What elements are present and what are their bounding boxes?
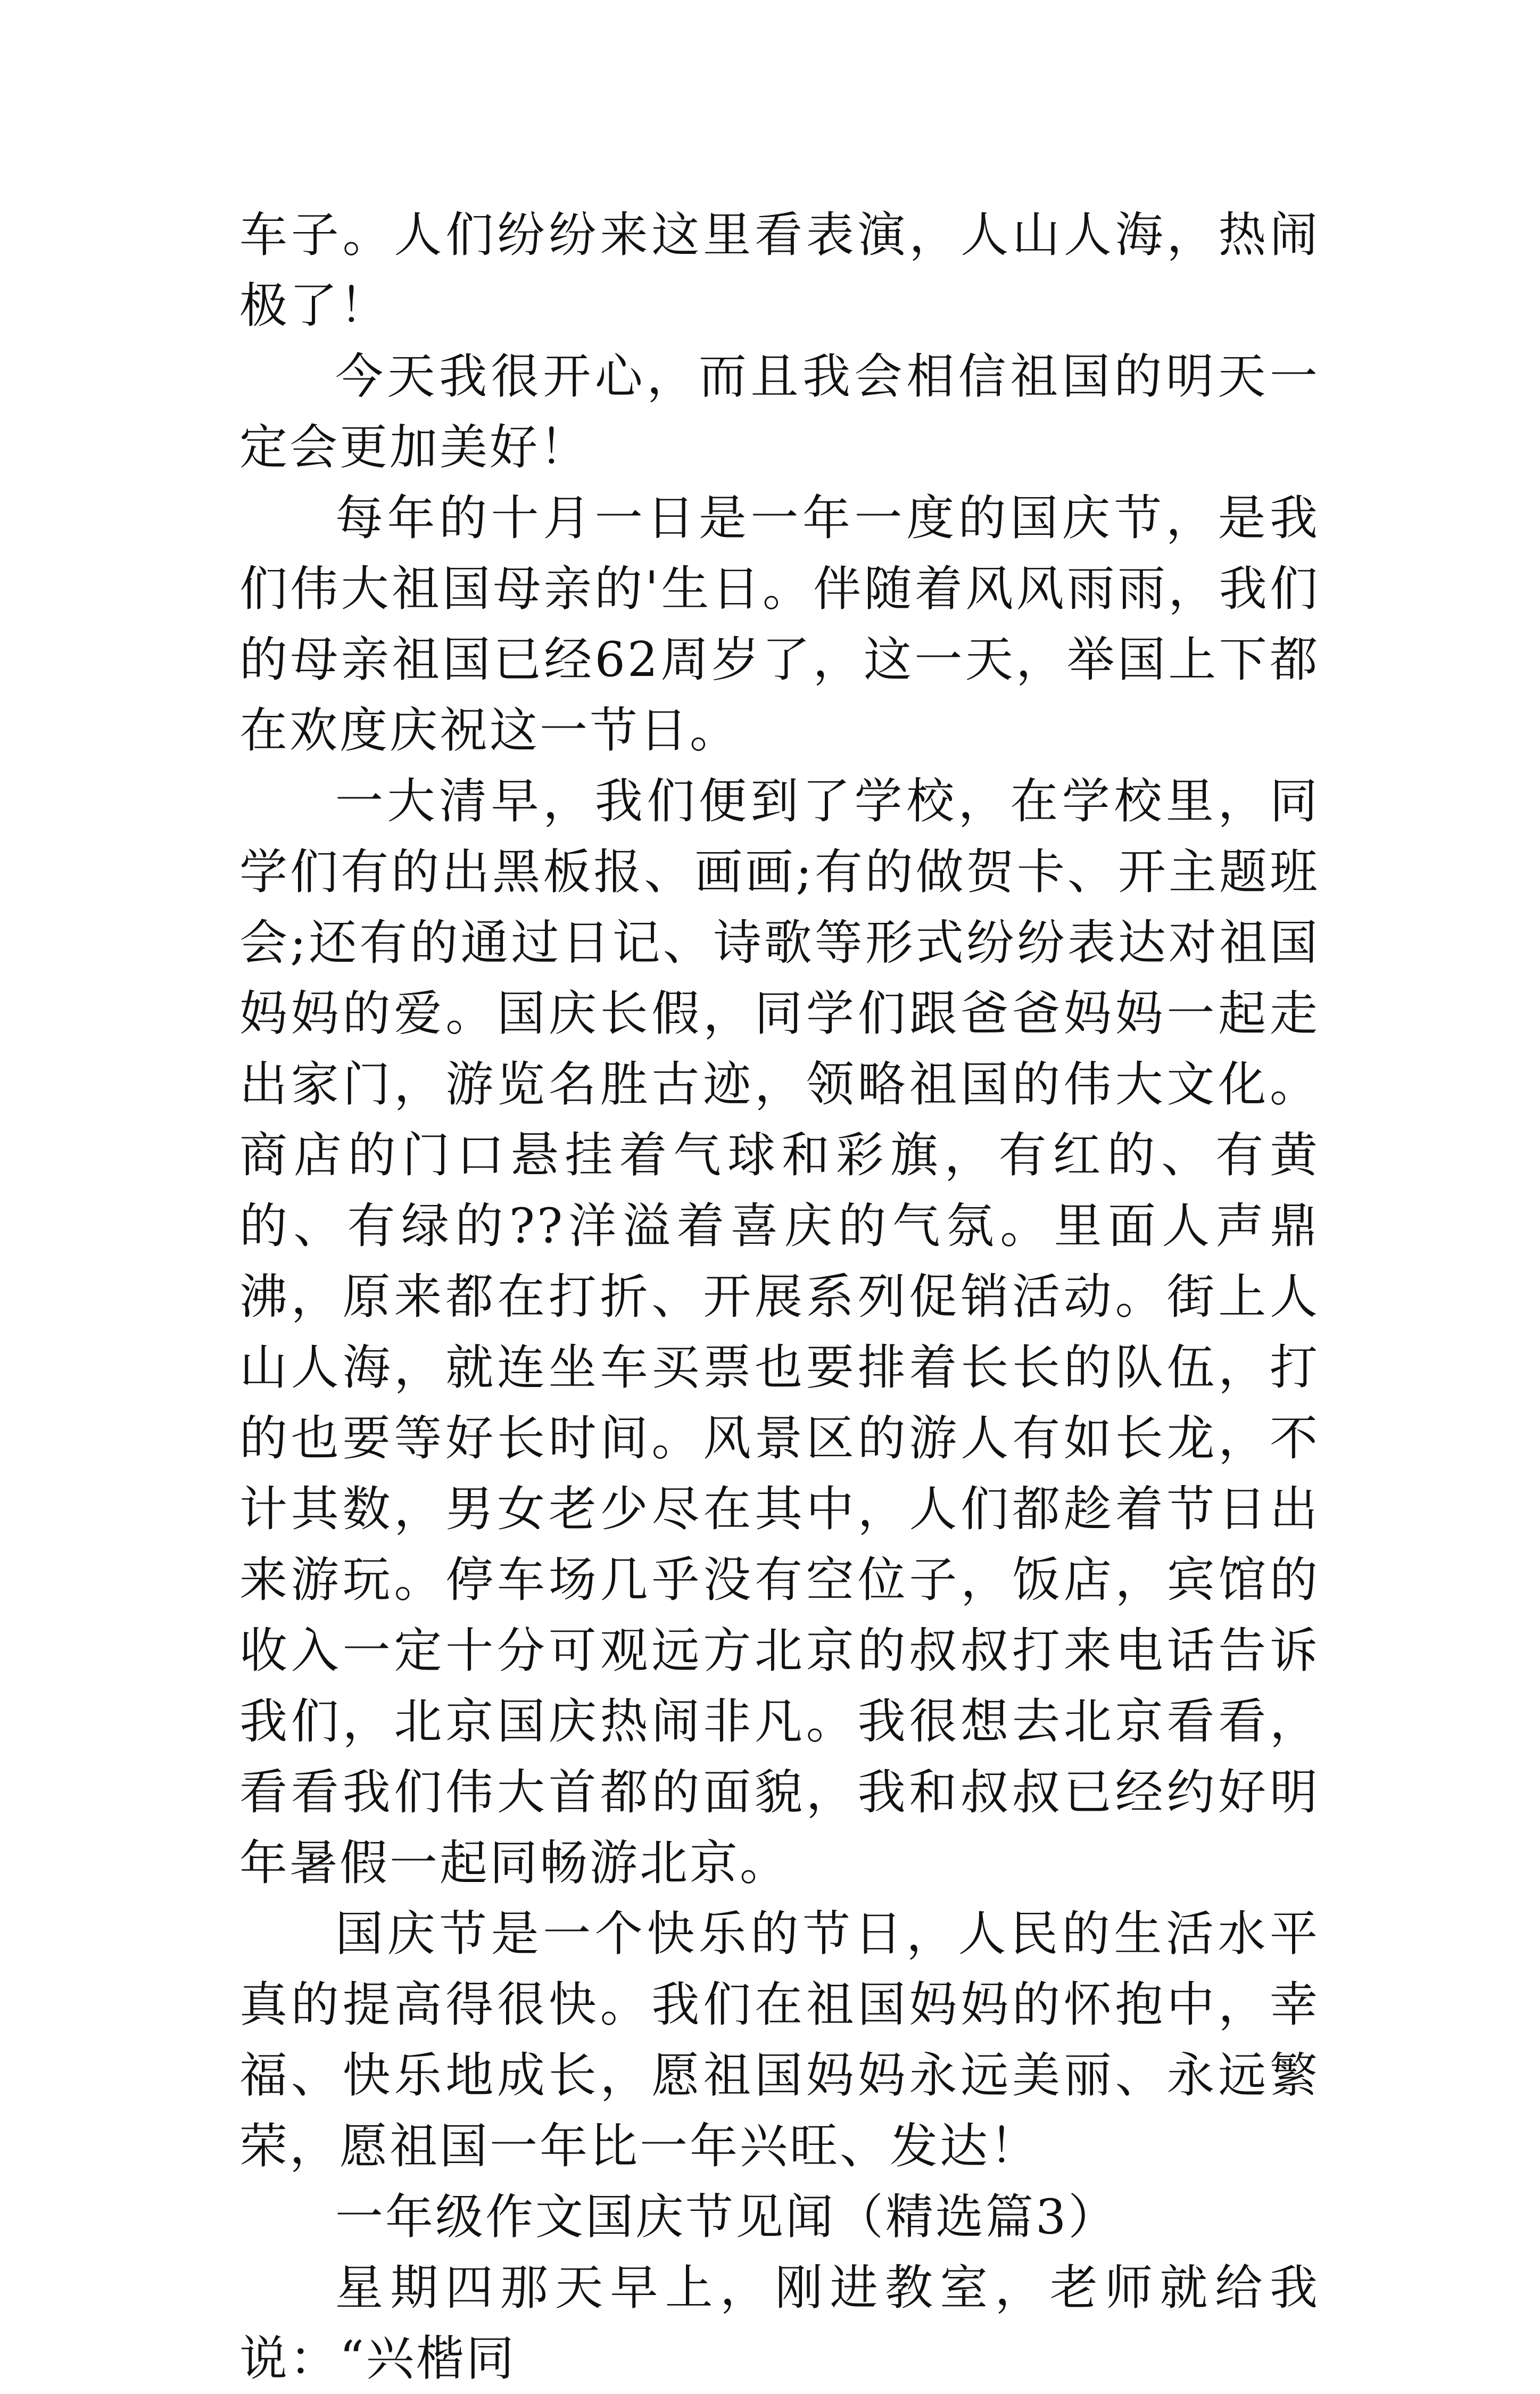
paragraph: 每年的十月一日是一年一度的国庆节，是我们伟大祖国母亲的'生日。伴随着风风雨雨，我们的母亲祖国已经62周岁了，这一天，举国上下都在欢度庆祝这一节日。 bbox=[239, 490, 1320, 758]
paragraph: 星期四那天早上，刚进教室，老师就给我说：“兴楷同 bbox=[239, 2260, 1320, 2387]
paragraph: 国庆节是一个快乐的节日，人民的生活水平真的提高得很快。我们在祖国妈妈的怀抱中，幸福、快乐地成长，愿祖国妈妈永远美丽、永远繁荣，愿祖国一年比一年兴旺、发达！ bbox=[239, 1906, 1320, 2174]
section-heading: 一年级作文国庆节见闻（精选篇3） bbox=[335, 2189, 1119, 2245]
paragraph: 车子。人们纷纷来这里看表演，人山人海，热闹极了！ bbox=[239, 207, 1320, 334]
paragraph: 今天我很开心，而且我会相信祖国的明天一定会更加美好！ bbox=[239, 349, 1320, 475]
document-body bbox=[239, 200, 1320, 2394]
paragraph: 一大清早，我们便到了学校，在学校里，同学们有的出黑板报、画画;有的做贺卡、开主题班会;还有的通过日记、诗歌等形式纷纷表达对祖国妈妈的爱。国庆长假，同学们跟爸爸妈妈一起走出家门，游览名胜古迹，领略祖国的伟大文化。商店的门口悬挂着气球和彩旗，有红的、有黄的、有绿的??洋溢着喜庆的气氛。里面人声鼎沸，原来都在打折、开展系列促销活动。街上人山人海，就连坐车买票也要排着长长的队伍，打的也要等好长时间。风景区的游人有如长龙，不计其数，男女老少尽在其中，人们都趁着节日出来游玩。停车场几乎没有空位子，饭店，宾馆的收入一定十分可观远方北京的叔叔打来电话告诉我们，北京国庆热闹非凡。我很想去北京看看，看看我们伟大首都的面貌，我和叔叔已经约好明年暑假一起同畅游北京。 bbox=[239, 773, 1320, 1891]
